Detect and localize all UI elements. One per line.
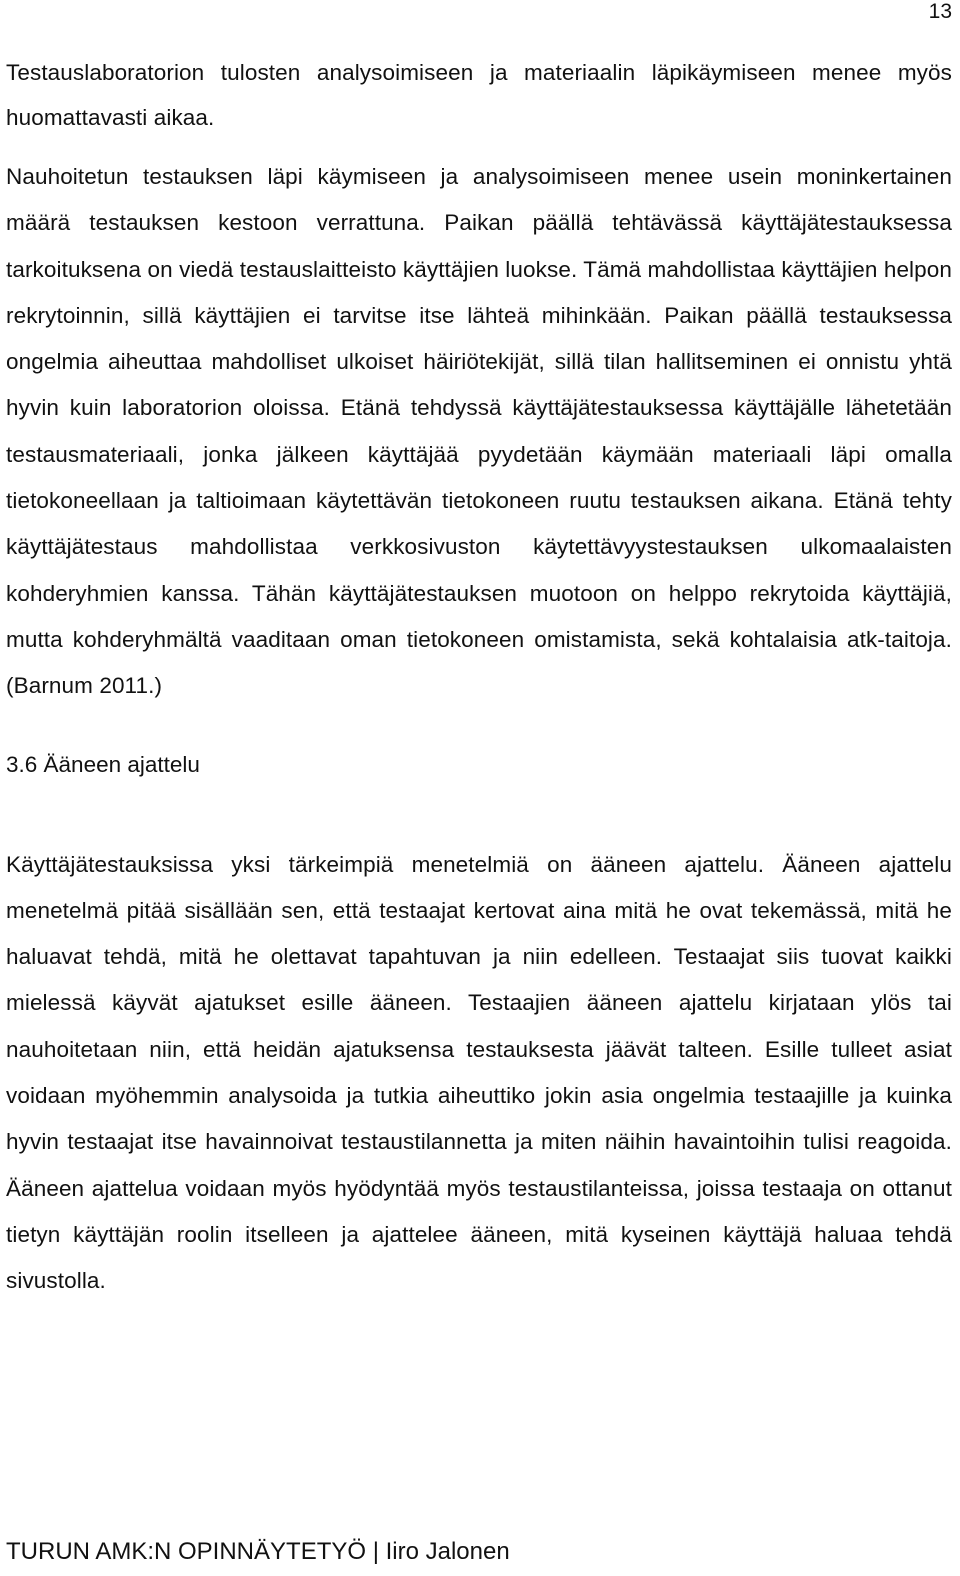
paragraph-think-aloud: Käyttäjätestauksissa yksi tärkeimpiä menetelmiä on ääneen ajattelu. Ääneen ajattelu menetelmä pitää sisällään sen, että testaajat kertovat aina mitä he ovat tekemässä, mitä he haluavat tehdä, mitä he olettavat tapahtuvan ja niin edelleen. Testaajat siis tuovat kaikki mielessä käyvät ajatukset esille ääneen. Testaajien ääneen ajattelu kirjataan ylös tai nauhoitetaan niin, että heidän ajatuksensa testauksesta jäävät talteen. Esille tulleet asiat voidaan myöhemmin analysoida ja tutkia aiheuttiko jokin asia ongelmia testaajille ja kuinka hyvin testaajat itse havainnoivat testaustilannetta ja miten näihin havaintoihin tulisi reagoida. Ääneen ajattelua voidaan myös hyödyntää myös testaustilanteissa, joissa testaaja on ottanut tietyn käyttäjän roolin itselleen ja ajattelee ääneen, mitä kyseinen käyttäjä haluaa tehdä sivustolla. bbox=[6, 851, 952, 1294]
document-body bbox=[6, 50, 952, 1305]
page-footer: TURUN AMK:N OPINNÄYTETYÖ | Iiro Jalonen bbox=[6, 1538, 510, 1565]
paragraph-lab-analysis: Testauslaboratorion tulosten analysoimiseen ja materiaalin läpikäymiseen menee myös huomattavasti aikaa. bbox=[6, 60, 952, 130]
paragraph-testing-methods: Nauhoitetun testauksen läpi käymiseen ja analysoimiseen menee usein moninkertainen määrä testauksen kestoon verrattuna. Paikan päällä tehtävässä käyttäjätestauksessa tarkoituksena on viedä testauslaitteisto käyttäjien luokse. Tämä mahdollistaa käyttäjien helpon rekrytoinnin, sillä käyttäjien ei tarvitse itse lähteä mihinkään. Paikan päällä testauksessa ongelmia aiheuttaa mahdolliset ulkoiset häiriötekijät, sillä tilan hallitseminen ei onnistu yhtä hyvin kuin laboratorion oloissa. Etänä tehdyssä käyttäjätestauksessa käyttäjälle lähetetään testausmateriaali, jonka jälkeen käyttäjää pyydetään käymään materiaali läpi omalla tietokoneellaan ja taltioimaan käytettävän tietokoneen ruutu testauksen aikana. Etänä tehty käyttäjätestaus mahdollistaa verkkosivuston käytettävyystestauksen ulkomaalaisten kohderyhmien kanssa. Tähän käyttäjätestauksen muotoon on helppo rekrytoida käyttäjiä, mutta kohderyhmältä vaaditaan oman tietokoneen omistamista, sekä kohtalaisia atk-taitoja. (Barnum 2011.) bbox=[6, 164, 952, 699]
section-heading: 3.6 Ääneen ajattelu bbox=[6, 751, 200, 777]
page-number: 13 bbox=[928, 0, 952, 23]
